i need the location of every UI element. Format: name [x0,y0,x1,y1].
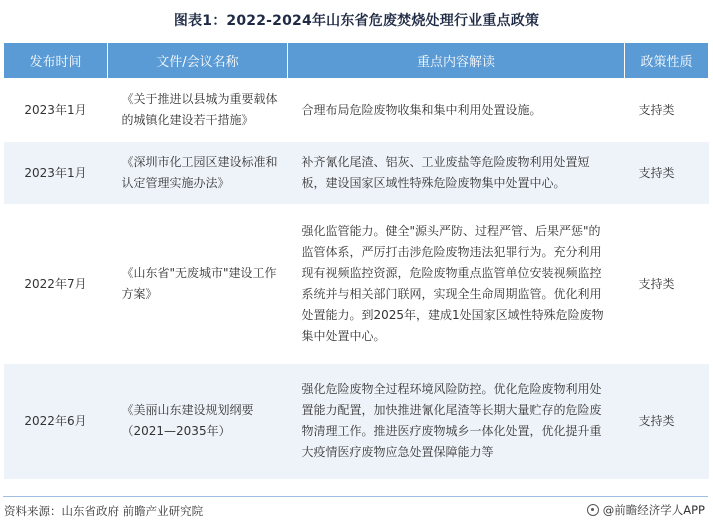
header-content: 重点内容解读 [288,43,625,79]
header-nature: 政策性质 [625,43,709,79]
cell-content: 强化危险废物全过程环境风险防控。优化危险废物利用处置能力配置，加快推进氰化尾渣等长期大量贮存的危险废物清理工作。推进医疗废物城乡一体化处置，优化提升重大疫情医疗废物应急处置保障能力等 [288,364,625,479]
cell-date: 2022年6月 [4,364,108,479]
cell-nature: 支持类 [625,205,709,364]
footer-divider [3,496,708,497]
brand-label: @前瞻经济学人APP [602,503,705,517]
cell-nature: 支持类 [625,364,709,479]
cell-nature: 支持类 [625,79,709,142]
table-row [4,142,709,205]
cell-document: 《关于推进以县城为重要载体的城镇化建设若干措施》 [108,79,288,142]
brand-logo-icon [587,504,599,516]
policy-table-container [3,42,708,479]
cell-nature: 支持类 [625,142,709,205]
cell-content: 强化监管能力。健全"源头严防、过程严管、后果严惩"的监管体系，严厉打击涉危险废物违法犯罪行为。充分利用现有视频监控资源，危险废物重点监管单位安装视频监控系统并与相关部门联网，实现全生命周期监管。优化利用处置能力。到2025年，建成1处国家区域性特殊危险废物集中处置中心。 [288,205,625,364]
cell-date: 2023年1月 [4,142,108,205]
brand-credit [587,502,705,518]
table-row [4,79,709,142]
cell-content: 合理布局危险废物收集和集中利用处置设施。 [288,79,625,142]
cell-document: 《美丽山东建设规划纲要（2021—2035年） [108,364,288,479]
table-row [4,205,709,364]
source-note: 资料来源：山东省政府 前瞻产业研究院 [4,504,204,518]
cell-document: 《山东省"无废城市"建设工作方案》 [108,205,288,364]
table-header-row [4,43,709,79]
header-document: 文件/会议名称 [108,43,288,79]
cell-date: 2023年1月 [4,79,108,142]
header-date: 发布时间 [4,43,108,79]
cell-date: 2022年7月 [4,205,108,364]
policy-table [3,42,709,479]
cell-content: 补齐氰化尾渣、铝灰、工业废盐等危险废物利用处置短板，建设国家区域性特殊危险废物集中处置中心。 [288,142,625,205]
cell-document: 《深圳市化工园区建设标准和认定管理实施办法》 [108,142,288,205]
chart-title: 图表1：2022-2024年山东省危废焚烧处理行业重点政策 [173,13,540,29]
table-row [4,364,709,479]
